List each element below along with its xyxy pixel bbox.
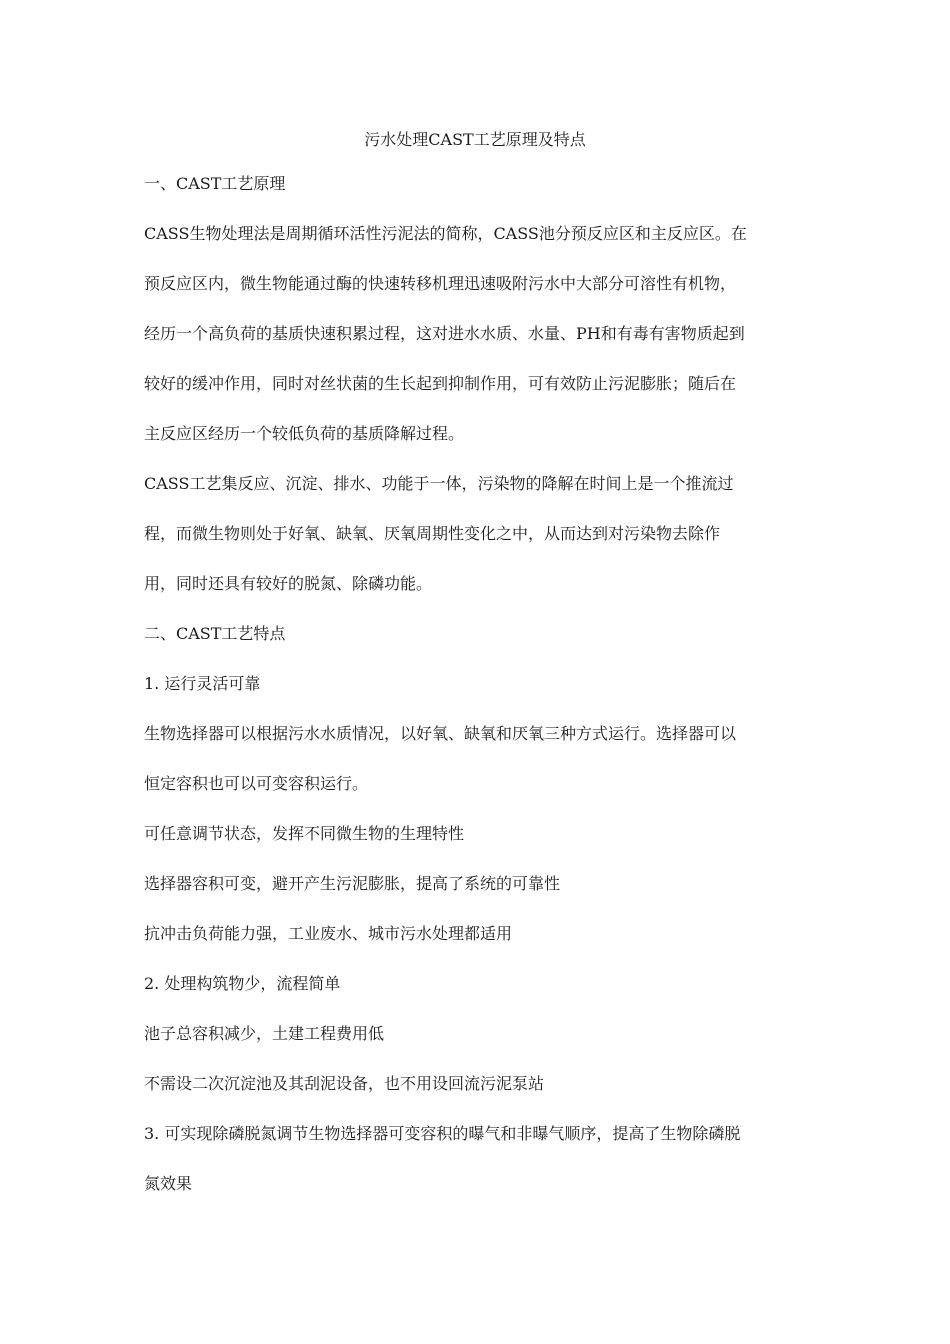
document-title: 污水处理CAST工艺原理及特点 — [364, 130, 586, 149]
section-heading-principle: 一、CAST工艺原理 — [144, 174, 286, 193]
paragraph-line: CASS工艺集反应、沉淀、排水、功能于一体，污染物的降解在时间上是一个推流过 — [144, 474, 734, 493]
section-heading-features: 二、CAST工艺特点 — [144, 624, 286, 643]
paragraph-line: 不需设二次沉淀池及其刮泥设备，也不用设回流污泥泵站 — [144, 1074, 545, 1093]
paragraph-line: 主反应区经历一个较低负荷的基质降解过程。 — [144, 424, 465, 443]
subheading-3: 3. 可实现除磷脱氮调节生物选择器可变容积的曝气和非曝气顺序，提高了生物除磷脱 — [144, 1124, 741, 1143]
paragraph-line: 池子总容积减少，土建工程费用低 — [144, 1024, 385, 1043]
paragraph-line: CASS生物处理法是周期循环活性污泥法的简称，CASS池分预反应区和主反应区。在 — [144, 224, 747, 243]
subheading-2: 2. 处理构筑物少，流程简单 — [144, 974, 341, 993]
paragraph-line: 选择器容积可变，避开产生污泥膨胀，提高了系统的可靠性 — [144, 874, 561, 893]
paragraph-line: 抗冲击负荷能力强，工业废水、城市污水处理都适用 — [144, 924, 513, 943]
paragraph-line: 氮效果 — [144, 1174, 193, 1193]
subheading-1: 1. 运行灵活可靠 — [144, 674, 261, 693]
paragraph-line: 程，而微生物则处于好氧、缺氧、厌氧周期性变化之中，从而达到对污染物去除作 — [144, 524, 721, 543]
paragraph-line: 生物选择器可以根据污水水质情况，以好氧、缺氧和厌氧三种方式运行。选择器可以 — [144, 724, 737, 743]
paragraph-line: 经历一个高负荷的基质快速积累过程，这对进水水质、水量、PH和有毒有害物质起到 — [144, 324, 745, 343]
paragraph-line: 预反应区内，微生物能通过酶的快速转移机理迅速吸附污水中大部分可溶性有机物， — [144, 274, 737, 293]
paragraph-line: 用，同时还具有较好的脱氮、除磷功能。 — [144, 574, 433, 593]
paragraph-line: 较好的缓冲作用，同时对丝状菌的生长起到抑制作用，可有效防止污泥膨胀；随后在 — [144, 374, 737, 393]
paragraph-line: 可任意调节状态，发挥不同微生物的生理特性 — [144, 824, 465, 843]
paragraph-line: 恒定容积也可以可变容积运行。 — [144, 774, 369, 793]
